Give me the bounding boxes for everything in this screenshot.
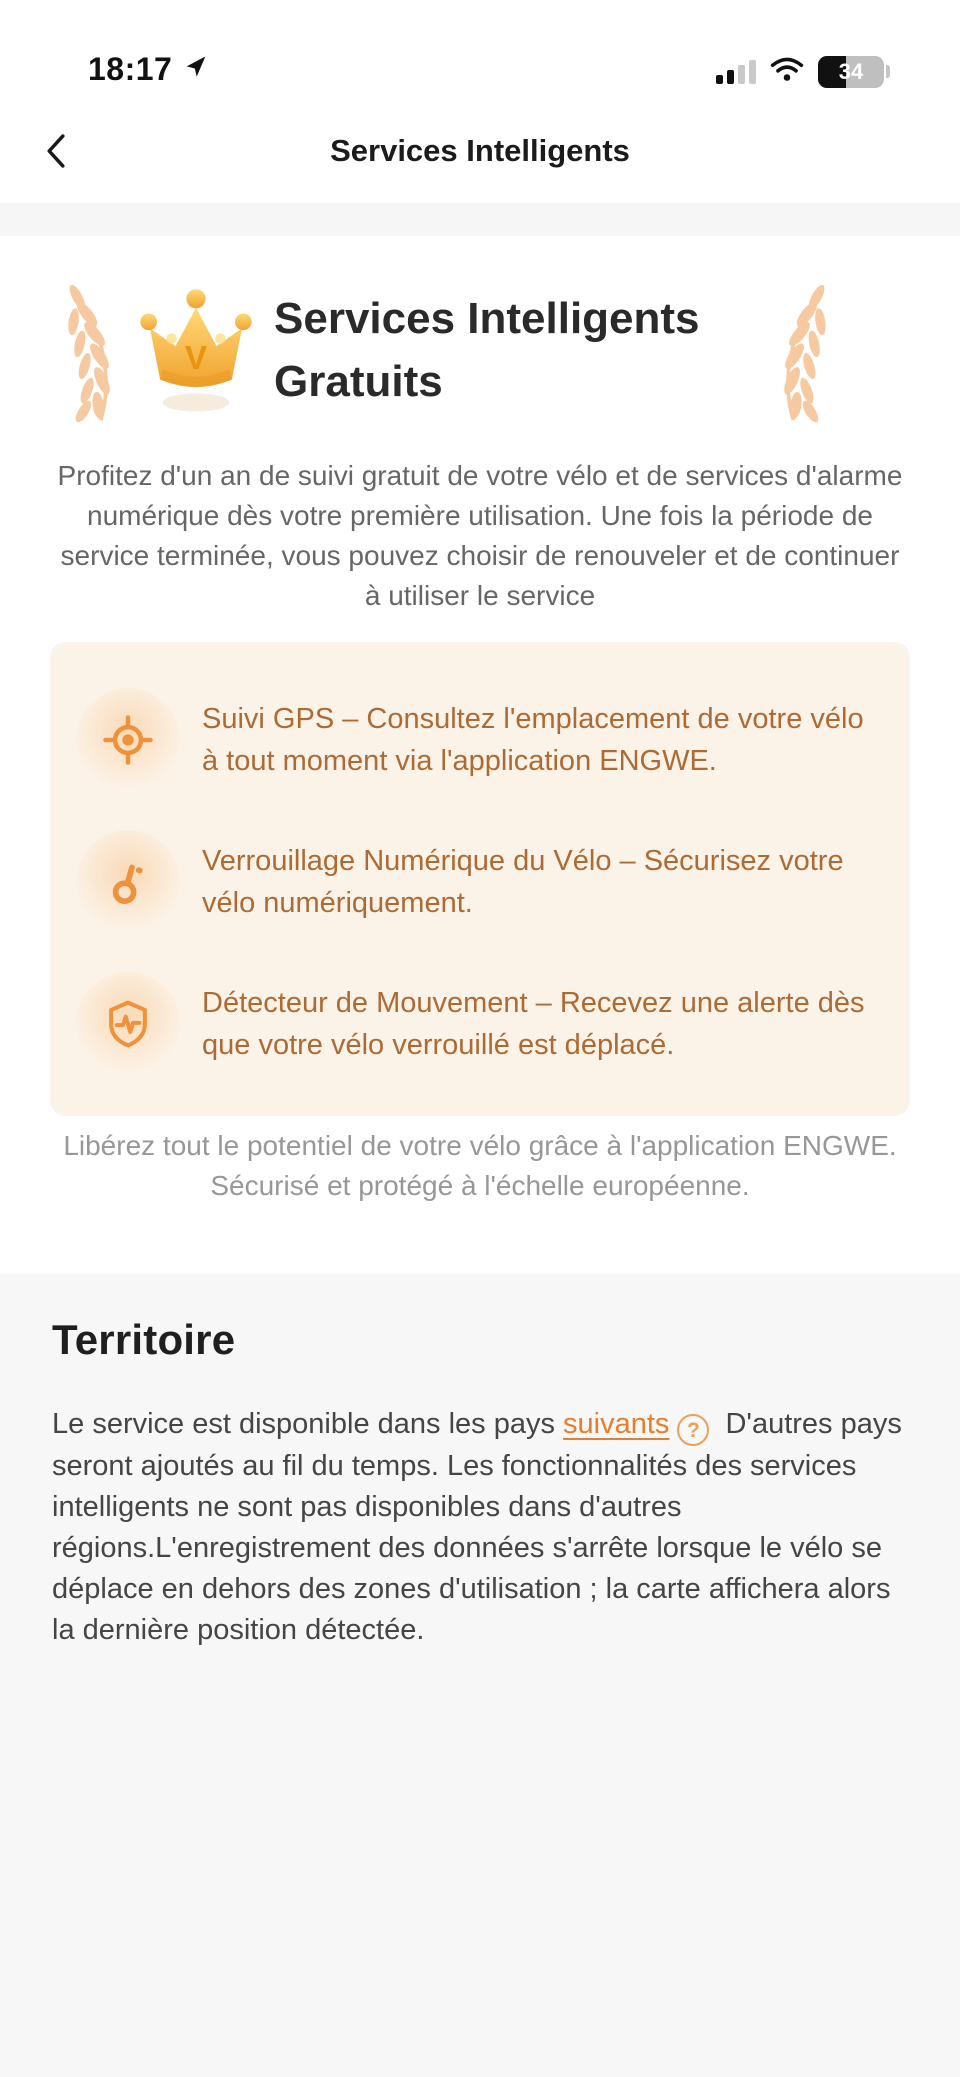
gps-target-icon: [76, 688, 180, 792]
battery-percent: 34: [838, 58, 864, 84]
territory-text-after: D'autres pays seront ajoutés au fil du temps. Les fonctionnalités des services intelligents ne sont pas disponibles dans d'autres régions.L'enregistrement des données s'arrête lorsque le vélo se déplace en dehors des zones d'utilisation ; la carte affichera alors la dernière position détectée.: [52, 1407, 902, 1647]
svg-text:V: V: [184, 339, 208, 377]
hero-title: Services Intelligents Gratuits: [274, 293, 700, 406]
clock: 18:17: [88, 50, 173, 87]
feature-gps-tracking: [76, 688, 874, 792]
feature-motion-detector: [76, 972, 874, 1076]
feature-digital-lock: [76, 830, 874, 934]
hero-intro-text: Profitez d'un an de suivi gratuit de votre vélo et de services d'alarme numérique dès votre première utilisation. Une fois la période de service terminée, vous pouvez choisir de renouveler et de continuer à utiliser le service: [57, 459, 903, 611]
territory-text-before: Le service est disponible dans les pays: [52, 1407, 564, 1440]
shield-pulse-icon: [76, 972, 180, 1076]
status-bar: [0, 0, 960, 100]
cellular-signal-icon: [716, 60, 756, 84]
feature-text: Détecteur de Mouvement – Recevez une alerte dès que votre vélo verrouillé est déplacé.: [202, 986, 865, 1061]
territory-section: [0, 1274, 960, 2077]
hero-section: [0, 236, 960, 1274]
help-icon[interactable]: ?: [677, 1414, 709, 1446]
battery-icon: [818, 56, 890, 88]
crown-icon: [132, 275, 260, 425]
feature-text: Suivi GPS – Consultez l'emplacement de votre vélo à tout moment via l'application ENGWE.: [202, 702, 864, 777]
territory-paragraph: [52, 1404, 908, 1652]
features-card: [50, 642, 910, 1116]
laurel-right-icon: [774, 270, 852, 430]
features-footnote: Libérez tout le potentiel de votre vélo grâce à l'application ENGWE. Sécurisé et protégé à l'échelle européenne.: [63, 1129, 897, 1201]
wifi-icon: [770, 56, 804, 87]
feature-text: Verrouillage Numérique du Vélo – Sécurisez votre vélo numériquement.: [202, 844, 844, 919]
laurel-left-icon: [42, 270, 120, 430]
page-title: Services Intelligents: [330, 133, 630, 169]
countries-link[interactable]: suivants: [563, 1407, 670, 1440]
territory-heading: Territoire: [52, 1315, 236, 1363]
back-button[interactable]: [34, 129, 78, 173]
key-icon: [76, 830, 180, 934]
nav-bar: [0, 100, 960, 203]
location-arrow-icon: [182, 53, 210, 86]
section-divider: [0, 203, 960, 236]
